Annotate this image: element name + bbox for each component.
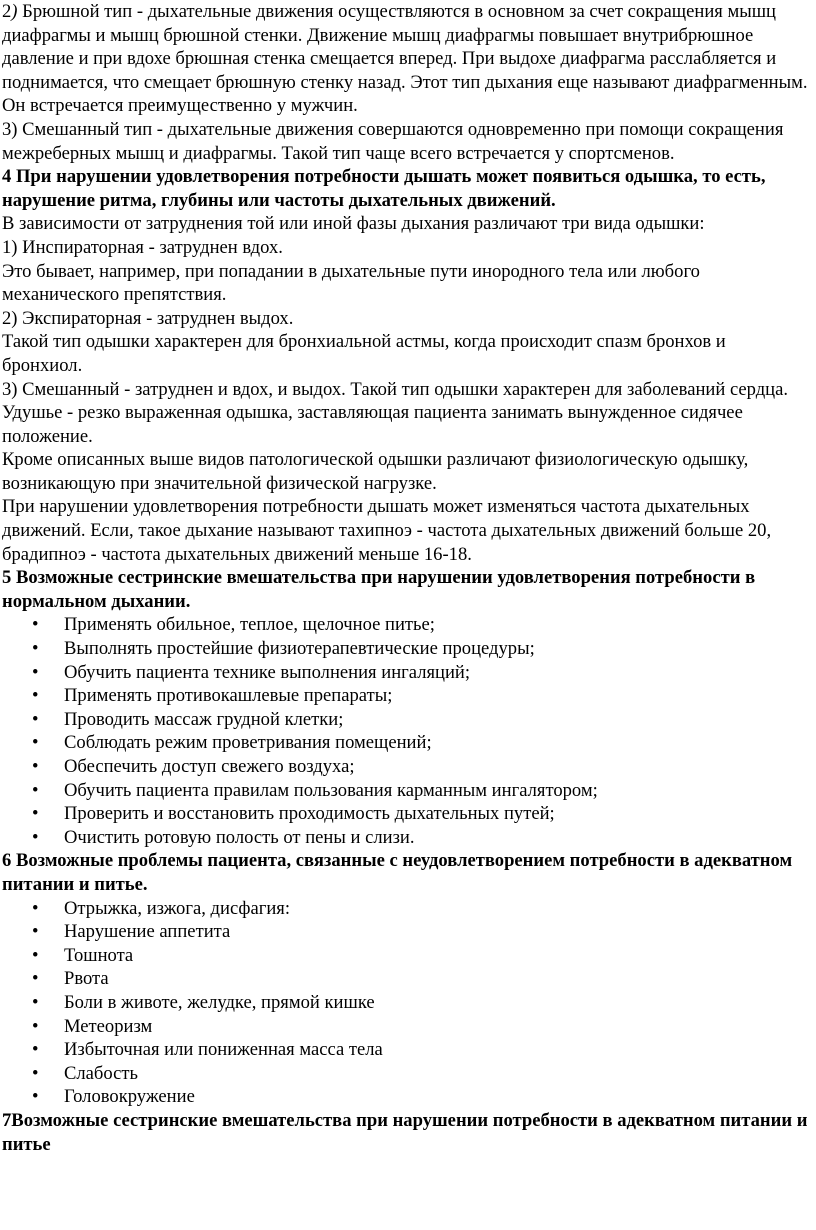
paragraph-breathing-rate: При нарушении удовлетворения потребности дышать может изменяться частота дыхательных движений. Если, такое дыхание называют тахипноэ - частота дыхательных движений больше 20, брадипноэ - частота дыхательных движений меньше 16-18.	[2, 496, 772, 565]
list-item: • Выполнять простейшие физиотерапевтические процедуры;	[2, 637, 810, 661]
paragraph-suffocation: Удушье - резко выраженная одышка, заставляющая пациента занимать вынужденное сидячее положение.	[2, 402, 743, 447]
paragraph-inspiratory: 1) Инспираторная - затруднен вдох.	[2, 236, 283, 258]
item-paren: )	[11, 1, 18, 22]
paragraph-dyspnea-types: В зависимости от затруднения той или иной фазы дыхания различают три вида одышки:	[2, 213, 705, 235]
list-item: • Избыточная или пониженная масса тела	[2, 1038, 810, 1062]
section-heading-4: 4 При нарушении удовлетворения потребности дышать может появиться одышка, то есть, нарушение ритма, глубины или частоты дыхательных движений.	[2, 166, 766, 211]
section-heading-6: 6 Возможные проблемы пациента, связанные с неудовлетворением потребности в адекватном питании и питье.	[2, 850, 793, 895]
paragraph-text: Брюшной тип - дыхательные движения осуществляются в основном за счет сокращения мышц диафрагмы и мышц брюшной стенки. Движение мышц диафрагмы повышает внутрибрюшное давление и при вдохе брюшная стенка смещается вперед. При выдохе диафрагма расслабляется и поднимается, что смещает брюшную стенку назад. Этот тип дыхания еще называют диафрагменным. Он встречается преимущественно у мужчин.	[2, 1, 808, 117]
paragraph-expiratory: 2) Экспираторная - затруднен выдох.	[2, 307, 294, 329]
list-item: • Проверить и восстановить проходимость дыхательных путей;	[2, 802, 810, 826]
paragraph-abdominal-type	[2, 0, 810, 118]
paragraph-physiological: Кроме описанных выше видов патологической одышки различают физиологическую одышку, возникающую при значительной физической нагрузке.	[2, 449, 749, 494]
item-number: 2	[2, 1, 12, 22]
list-item: • Рвота	[2, 967, 810, 991]
list-item: • Отрыжка, изжога, дисфагия:	[2, 897, 810, 921]
list-item: • Нарушение аппетита	[2, 920, 810, 944]
list-item: • Головокружение	[2, 1085, 810, 1109]
list-item: • Очистить ротовую полость от пены и слизи.	[2, 826, 810, 850]
list-item: • Проводить массаж грудной клетки;	[2, 708, 810, 732]
problems-list	[2, 897, 810, 1109]
paragraph-inspiratory-detail: Это бывает, например, при попадании в дыхательные пути инородного тела или любого механического препятствия.	[2, 260, 700, 306]
list-item: • Обеспечить доступ свежего воздуха;	[2, 755, 810, 779]
interventions-list	[2, 613, 810, 849]
list-item: • Тошнота	[2, 944, 810, 968]
list-item: • Применять противокашлевые препараты;	[2, 684, 810, 708]
list-item: • Обучить пациента технике выполнения ингаляций;	[2, 661, 810, 685]
paragraph-mixed-dyspnea: 3) Смешанный - затруднен и вдох, и выдох. Такой тип одышки характерен для заболеваний сердца.	[2, 378, 789, 400]
list-item: • Обучить пациента правилам пользования карманным ингалятором;	[2, 779, 810, 803]
list-item: • Боли в животе, желудке, прямой кишке	[2, 991, 810, 1015]
paragraph-mixed-type: 3) Смешанный тип - дыхательные движения совершаются одновременно при помощи сокращения межреберных мышц и диафрагмы. Такой тип чаще всего встречается у спортсменов.	[2, 118, 784, 164]
list-item: • Слабость	[2, 1062, 810, 1086]
list-item: • Метеоризм	[2, 1015, 810, 1039]
section-heading-7: 7Возможные сестринские вмешательства при нарушении потребности в адекватном питании и питье	[2, 1109, 808, 1155]
list-item: • Соблюдать режим проветривания помещений;	[2, 731, 810, 755]
paragraph-expiratory-detail: Такой тип одышки характерен для бронхиальной астмы, когда происходит спазм бронхов и бронхиол.	[2, 331, 726, 376]
section-heading-5: 5 Возможные сестринские вмешательства при нарушении удовлетворения потребности в нормальном дыхании.	[2, 567, 756, 612]
list-item: • Применять обильное, теплое, щелочное питье;	[2, 613, 810, 637]
